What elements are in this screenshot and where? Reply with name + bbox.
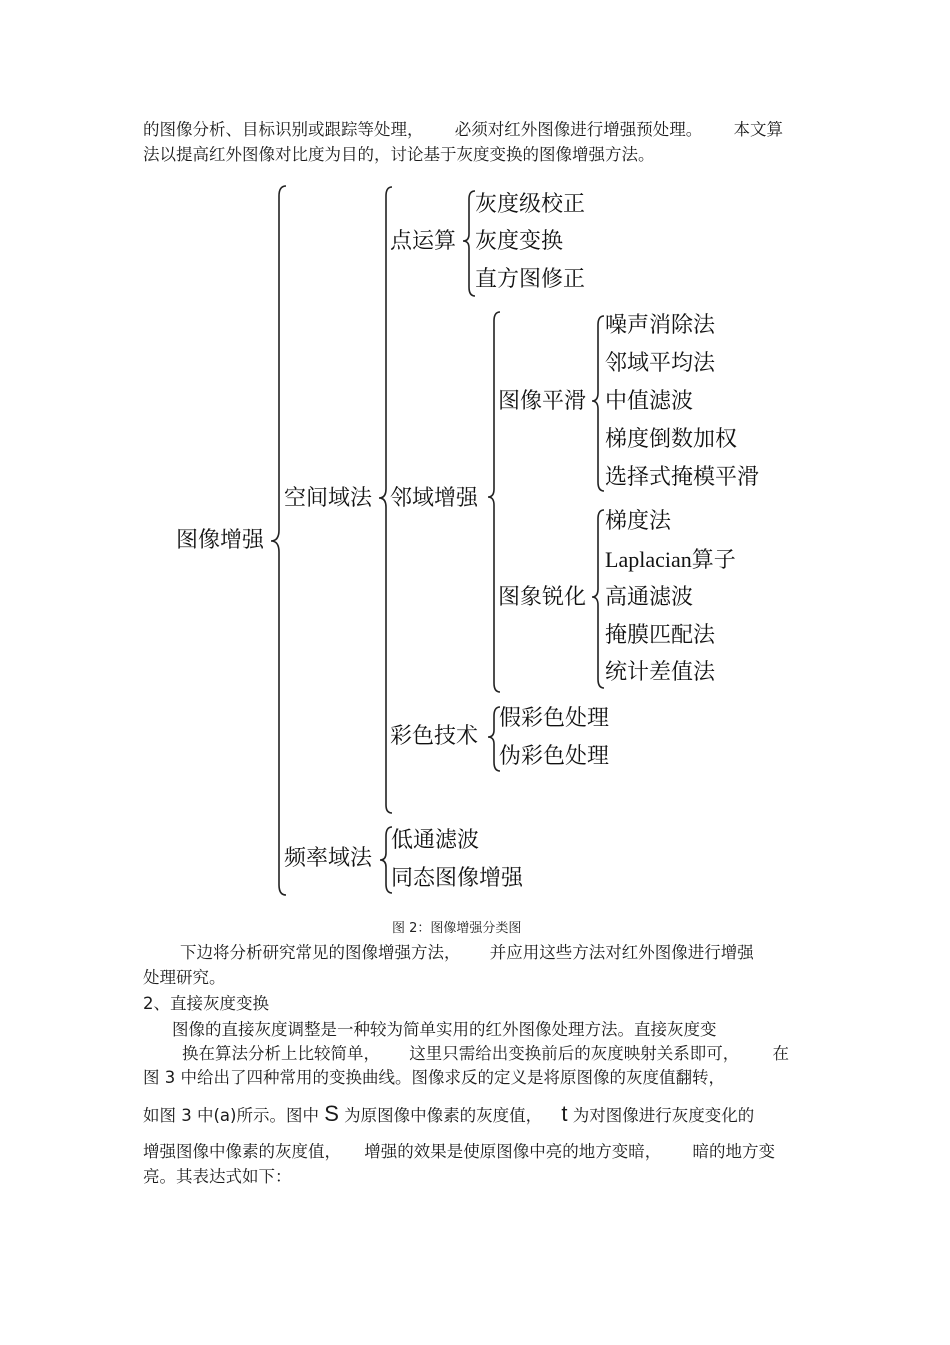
leaf-smoothing-item: 选择式掩模平滑 <box>605 465 760 490</box>
paragraph-bottom-line-6: 亮。其表达式如下： <box>143 1167 292 1186</box>
leaf-sharpening-item: 统计差值法 <box>605 660 716 685</box>
text-segment: 换在算法分析上比较简单， <box>182 1044 380 1063</box>
leaf-color-item: 假彩色处理 <box>499 706 610 731</box>
leaf-sharpening-item: 掩膜匹配法 <box>605 623 716 648</box>
text-segment: 下边将分析研究常见的图像增强方法， <box>180 943 461 962</box>
leaf-smoothing-item: 中值滤波 <box>605 389 694 414</box>
node-smoothing: 图像平滑 <box>498 389 587 414</box>
text-segment: 本文算 <box>733 120 783 139</box>
node-neighborhood: 邻域增强 <box>390 486 479 511</box>
text-segment: 并应用这些方法对红外图像进行增强 <box>489 943 754 962</box>
node-point-op: 点运算 <box>390 229 457 254</box>
paragraph-top-line-2: 法以提高红外图像对比度为目的，讨论基于灰度变换的图像增强方法。 <box>143 145 655 164</box>
node-color: 彩色技术 <box>390 724 479 749</box>
leaf-sharpening-item: Laplacian算子 <box>605 547 736 572</box>
brace-neighborhood <box>488 312 500 692</box>
brace-root <box>271 186 286 895</box>
text-segment: 在 <box>772 1044 789 1063</box>
leaf-frequency-item: 低通滤波 <box>391 828 480 853</box>
text-segment: 增强图像中像素的灰度值， <box>143 1142 341 1161</box>
text-segment: 必须对红外图像进行增强预处理。 <box>454 120 703 139</box>
section-heading: 2、直接灰度变换 <box>143 994 269 1013</box>
text-segment: 的图像分析、目标识别或跟踪等处理， <box>143 120 424 139</box>
leaf-sharpening-item: 高通滤波 <box>605 585 694 610</box>
leaf-color-item: 伪彩色处理 <box>499 744 610 769</box>
text-segment: 为原图像中像素的灰度值， <box>338 1106 543 1125</box>
leaf-smoothing-item: 邻域平均法 <box>605 351 716 376</box>
symbol-t: t <box>561 1101 568 1126</box>
symbol-s: S <box>324 1101 339 1126</box>
brace-point-op <box>463 191 475 296</box>
brace-sharpening <box>592 510 604 688</box>
text-segment: 为对图像进行灰度变化的 <box>567 1106 755 1125</box>
leaf-point-item: 灰度变换 <box>475 229 564 254</box>
node-root: 图像增强 <box>176 528 265 553</box>
text-segment: 这里只需给出变换前后的灰度映射关系即可， <box>409 1044 740 1063</box>
node-spatial: 空间域法 <box>284 486 373 511</box>
leaf-smoothing-item: 噪声消除法 <box>605 313 716 338</box>
leaf-smoothing-item: 梯度倒数加权 <box>605 427 738 452</box>
paragraph-mid-line-1 <box>180 943 754 963</box>
paragraph-bottom-line-3: 图 3 中给出了四种常用的变换曲线。图像求反的定义是将原图像的灰度值翻转， <box>143 1068 725 1087</box>
leaf-point-item: 灰度级校正 <box>475 192 586 217</box>
paragraph-bottom-line-4 <box>143 1101 755 1126</box>
paragraph-bottom-line-5 <box>143 1142 775 1162</box>
paragraph-bottom-line-2 <box>182 1044 789 1064</box>
paragraph-bottom-line-1: 图像的直接灰度调整是一种较为简单实用的红外图像处理方法。直接灰度变 <box>172 1020 717 1039</box>
text-segment: 暗的地方变 <box>692 1142 775 1161</box>
node-sharpening: 图象锐化 <box>498 585 587 610</box>
leaf-frequency-item: 同态图像增强 <box>391 866 524 891</box>
paragraph-mid-line-2: 处理研究。 <box>143 968 226 987</box>
brace-smoothing <box>592 316 604 491</box>
figure-caption: 图 2：图像增强分类图 <box>392 921 522 936</box>
text-segment: 如图 3 中(a)所示。图中 <box>143 1106 325 1125</box>
text-segment: 增强的效果是使原图像中亮的地方变暗， <box>364 1142 662 1161</box>
leaf-sharpening-item: 梯度法 <box>605 509 672 534</box>
node-frequency: 频率域法 <box>284 846 373 871</box>
leaf-point-item: 直方图修正 <box>475 267 586 292</box>
